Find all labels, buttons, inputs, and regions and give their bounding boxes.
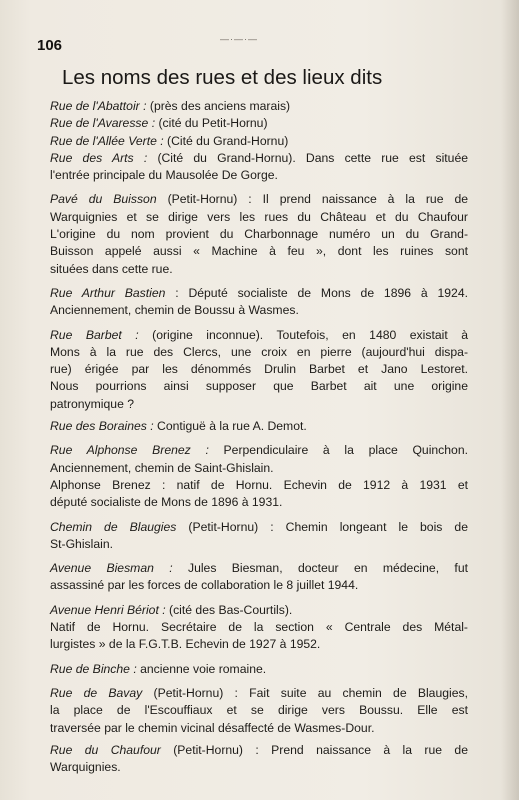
entry-text: Warquignies. [50, 760, 121, 775]
entry-lead: Pavé du Buisson [50, 192, 157, 207]
entry-text: patronymique ? [50, 396, 135, 411]
entry-rue-avaresse [50, 115, 468, 132]
entry-text: (Petit-Hornu) : Fait suite au chemin de Blaugies, [142, 685, 468, 700]
entry-chemin-de-blaugies [50, 519, 468, 554]
entry-text: Jules Biesman, docteur en médecine, fut [172, 561, 468, 576]
entry-avenue-henri-beriot [50, 602, 468, 619]
entry-text: Anciennement, chemin de Saint-Ghislain. [50, 460, 274, 475]
entry-pave-du-buisson [50, 191, 468, 277]
entry-rue-allee-verte [50, 133, 468, 150]
entry-rue-barbet [50, 327, 468, 413]
entry-lead: Chemin de Blaugies [50, 519, 177, 534]
entry-alphonse-brenez-note [50, 477, 468, 512]
entry-text: Mons à la rue des Clercs, une croix en pierre (aujourd'hui dispa- [50, 344, 468, 359]
entry-text: Natif de Hornu. Secrétaire de la section « Centrale des Métal- [50, 620, 468, 635]
entry-text: Alphonse Brenez : natif de Hornu. Echevin de 1912 à 1931 et [50, 477, 468, 492]
entry-rue-de-bavay [50, 685, 468, 737]
entry-text: : Député socialiste de Mons de 1896 à 1924. [165, 285, 468, 300]
entry-lead: Rue de l'Allée Verte : [50, 133, 164, 148]
entry-text: (près des anciens marais) [146, 99, 291, 113]
entry-lead: Rue de l'Abattoir : [50, 99, 147, 113]
entry-lead: Rue de Binche : [50, 661, 137, 676]
entry-text: traversée par le chemin vicinal désaffecté de Wasmes-Dour. [50, 720, 375, 735]
entry-lead: Rue des Boraines : [50, 419, 154, 434]
entry-lead: Rue Barbet : [50, 327, 139, 342]
entry-text: situées dans cette rue. [50, 261, 173, 276]
entry-text: la place de l'Escouffiaux et se dirige vers Boussu. Elle est [50, 703, 468, 718]
entry-text: L'origine du nom provient du Charbonnage numéro un du Grand- [50, 227, 468, 242]
entry-text: (Petit-Hornu) : Il prend naissance à la rue de [156, 192, 468, 207]
entry-text: assassiné par les forces de collaboration le 8 juillet 1944. [50, 578, 359, 593]
entry-text: (cité des Bas-Courtils). [165, 602, 293, 617]
entry-avenue-biesman [50, 560, 468, 595]
entry-rue-arthur-bastien [50, 285, 468, 320]
entry-rue-de-binche [50, 661, 468, 678]
entry-text: (Cité du Grand-Hornu). Dans cette rue est située [147, 150, 468, 165]
entry-text: (cité du Petit-Hornu) [155, 116, 268, 131]
entry-text: Perpendiculaire à la place Quinchon. [208, 443, 469, 458]
entry-text: Warquignies et se dirige vers les rues du Château et du Chaufour [50, 209, 468, 224]
gutter-shadow [501, 0, 519, 800]
entry-lead: Rue Alphonse Brenez : [50, 443, 209, 458]
page-title: Les noms des rues et des lieux dits [62, 66, 383, 89]
entry-text: (Petit-Hornu) : Chemin longeant le bois de [176, 519, 468, 534]
entry-text: Contiguë à la rue A. Demot. [153, 419, 307, 434]
entry-text: Buisson appelé aussi « Machine à feu », dont les ruines sont [50, 244, 468, 259]
entry-lead: Avenue Biesman : [50, 561, 173, 576]
entry-henri-beriot-note [50, 619, 468, 654]
entry-lead: Avenue Henri Bériot : [50, 602, 166, 617]
entry-text: l'entrée principale du Mausolée De Gorge. [50, 168, 278, 183]
entry-rue-alphonse-brenez [50, 442, 468, 477]
entry-lead: Rue de Bavay [50, 685, 143, 700]
entry-text: (origine inconnue). Toutefois, en 1480 existait à [138, 327, 468, 342]
entry-rue-des-boraines [50, 418, 468, 435]
entry-text: Anciennement, chemin de Boussu à Wasmes. [50, 303, 299, 318]
entry-rue-des-arts [50, 150, 468, 185]
entry-text: St-Ghislain. [50, 536, 113, 551]
entry-lead: Rue du Chaufour [50, 742, 161, 757]
entry-text: ancienne voie romaine. [136, 661, 267, 676]
entry-text: (Cité du Grand-Hornu) [163, 133, 289, 148]
entry-lead: Rue de l'Avaresse : [50, 116, 156, 131]
entry-text: (Petit-Hornu) : Prend naissance à la rue de [160, 742, 468, 757]
entry-text: lurgistes » de la F.G.T.B. Echevin de 1927 à 1952. [50, 637, 321, 652]
entry-rue-du-chaufour [50, 742, 468, 777]
top-mark: —·—·— [220, 34, 258, 44]
street-list [50, 98, 468, 776]
entry-lead: Rue des Arts : [50, 150, 148, 165]
entry-text: rue) érigée par les dénommés Drulin Barbet et Jano Lestoret. [50, 362, 468, 377]
entry-lead: Rue Arthur Bastien [50, 285, 166, 300]
entry-text: député socialiste de Mons de 1896 à 1931. [50, 495, 283, 510]
entry-text: Nous pourrions ainsi supposer que Barbet ait une origine [50, 379, 468, 394]
entry-rue-abattoir [50, 98, 468, 115]
page-number: 106 [37, 37, 63, 54]
